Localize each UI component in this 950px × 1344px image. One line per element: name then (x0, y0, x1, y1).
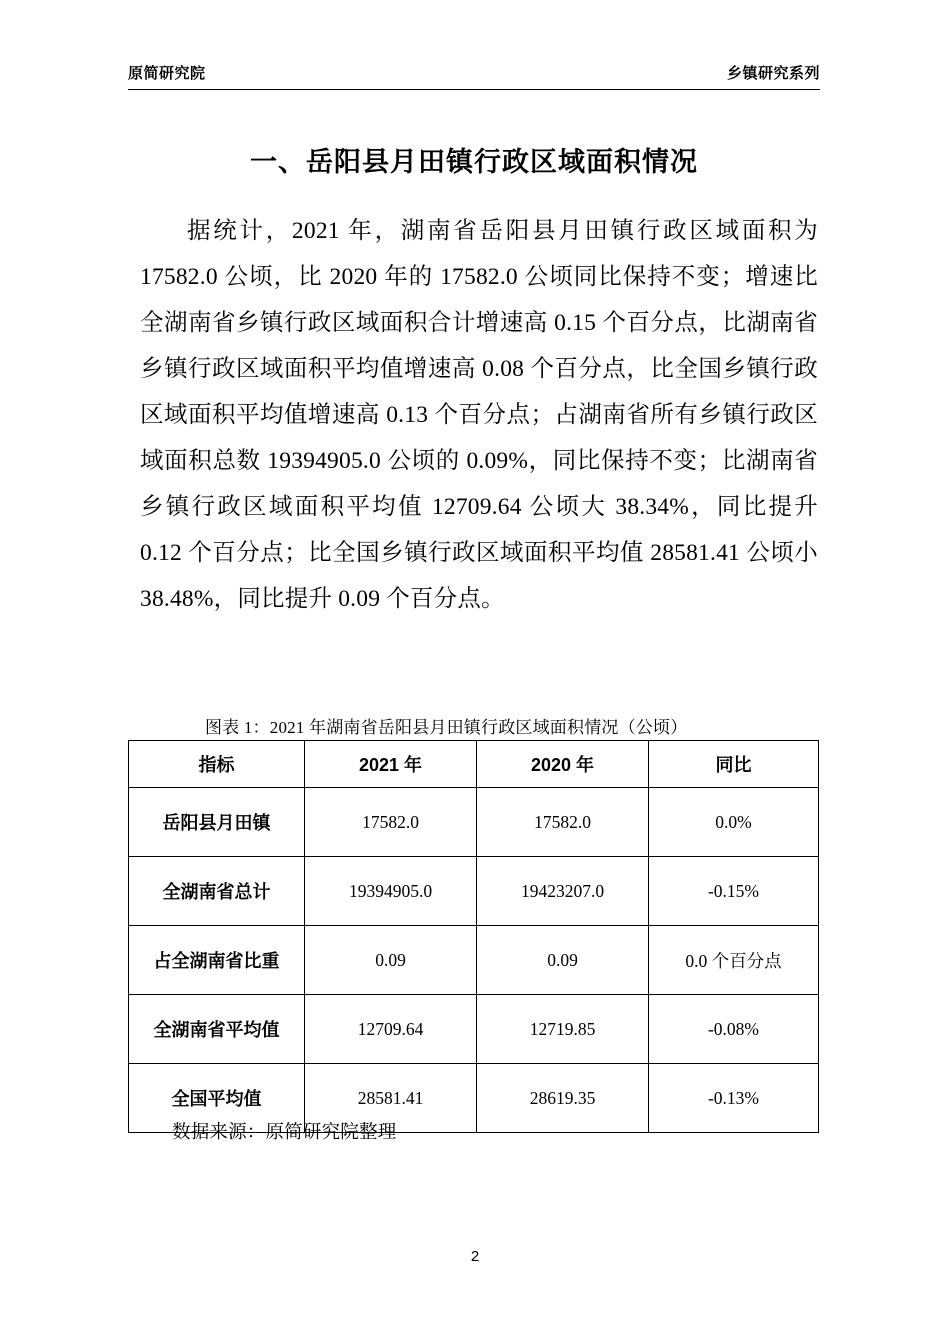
table-row (129, 995, 819, 1064)
body-paragraph: 据统计，2021 年，湖南省岳阳县月田镇行政区域面积为 17582.0 公顷，比 2020 年的 17582.0 公顷同比保持不变；增速比全湖南省乡镇行政区域面积合计增速高 0.15 个百分点，比湖南省乡镇行政区域面积平均值增速高 0.08 个百分点，比全国乡镇行政区域面积平均值增速高 0.13 个百分点；占湖南省所有乡镇行政区域面积总数 19394905.0 公顷的 0.09%，同比保持不变；比湖南省乡镇行政区域面积平均值 12709.64 公顷大 38.34%，同比提升 0.12 个百分点；比全国乡镇行政区域面积平均值 28581.41 公顷小 38.48%，同比提升 0.09 个百分点。 (140, 218, 818, 612)
table-header-cell: 2021 年 (305, 741, 477, 788)
table-cell: -0.15% (649, 857, 819, 926)
page-number: 2 (470, 1248, 480, 1265)
table-header-cell: 2020 年 (477, 741, 649, 788)
table-row (129, 926, 819, 995)
table-cell: 19394905.0 (305, 857, 477, 926)
table-cell: 0.09 (305, 926, 477, 995)
table-header-cell: 指标 (129, 741, 305, 788)
page-header (128, 62, 820, 90)
table-row (129, 857, 819, 926)
header-right-text: 乡镇研究系列 (726, 65, 820, 82)
table-cell: 全国平均值 (129, 1064, 305, 1133)
table-cell: 全湖南省平均值 (129, 995, 305, 1064)
table-row (129, 788, 819, 857)
section-heading: 一、岳阳县月田镇行政区域面积情况 (250, 147, 698, 177)
table-caption: 图表 1：2021 年湖南省岳阳县月田镇行政区域面积情况（公顷） (205, 718, 688, 737)
table-cell: 占全湖南省比重 (129, 926, 305, 995)
table-cell: 0.09 (477, 926, 649, 995)
table-cell: 19423207.0 (477, 857, 649, 926)
table-cell: 17582.0 (477, 788, 649, 857)
table-cell: 0.0% (649, 788, 819, 857)
table-cell: 28581.41 (305, 1064, 477, 1133)
table-header-cell: 同比 (649, 741, 819, 788)
table-cell: 12719.85 (477, 995, 649, 1064)
area-statistics-table (128, 740, 819, 1133)
table-source-note: 数据来源：原简研究院整理 (172, 1123, 397, 1143)
table-cell: 12709.64 (305, 995, 477, 1064)
table-cell: -0.08% (649, 995, 819, 1064)
table-cell: 0.0 个百分点 (649, 926, 819, 995)
table-cell: 岳阳县月田镇 (129, 788, 305, 857)
table-cell: 全湖南省总计 (129, 857, 305, 926)
table-cell: 17582.0 (305, 788, 477, 857)
header-left-text: 原简研究院 (128, 65, 206, 82)
table-cell: -0.13% (649, 1064, 819, 1133)
table-header-row (129, 741, 819, 788)
table-cell: 28619.35 (477, 1064, 649, 1133)
